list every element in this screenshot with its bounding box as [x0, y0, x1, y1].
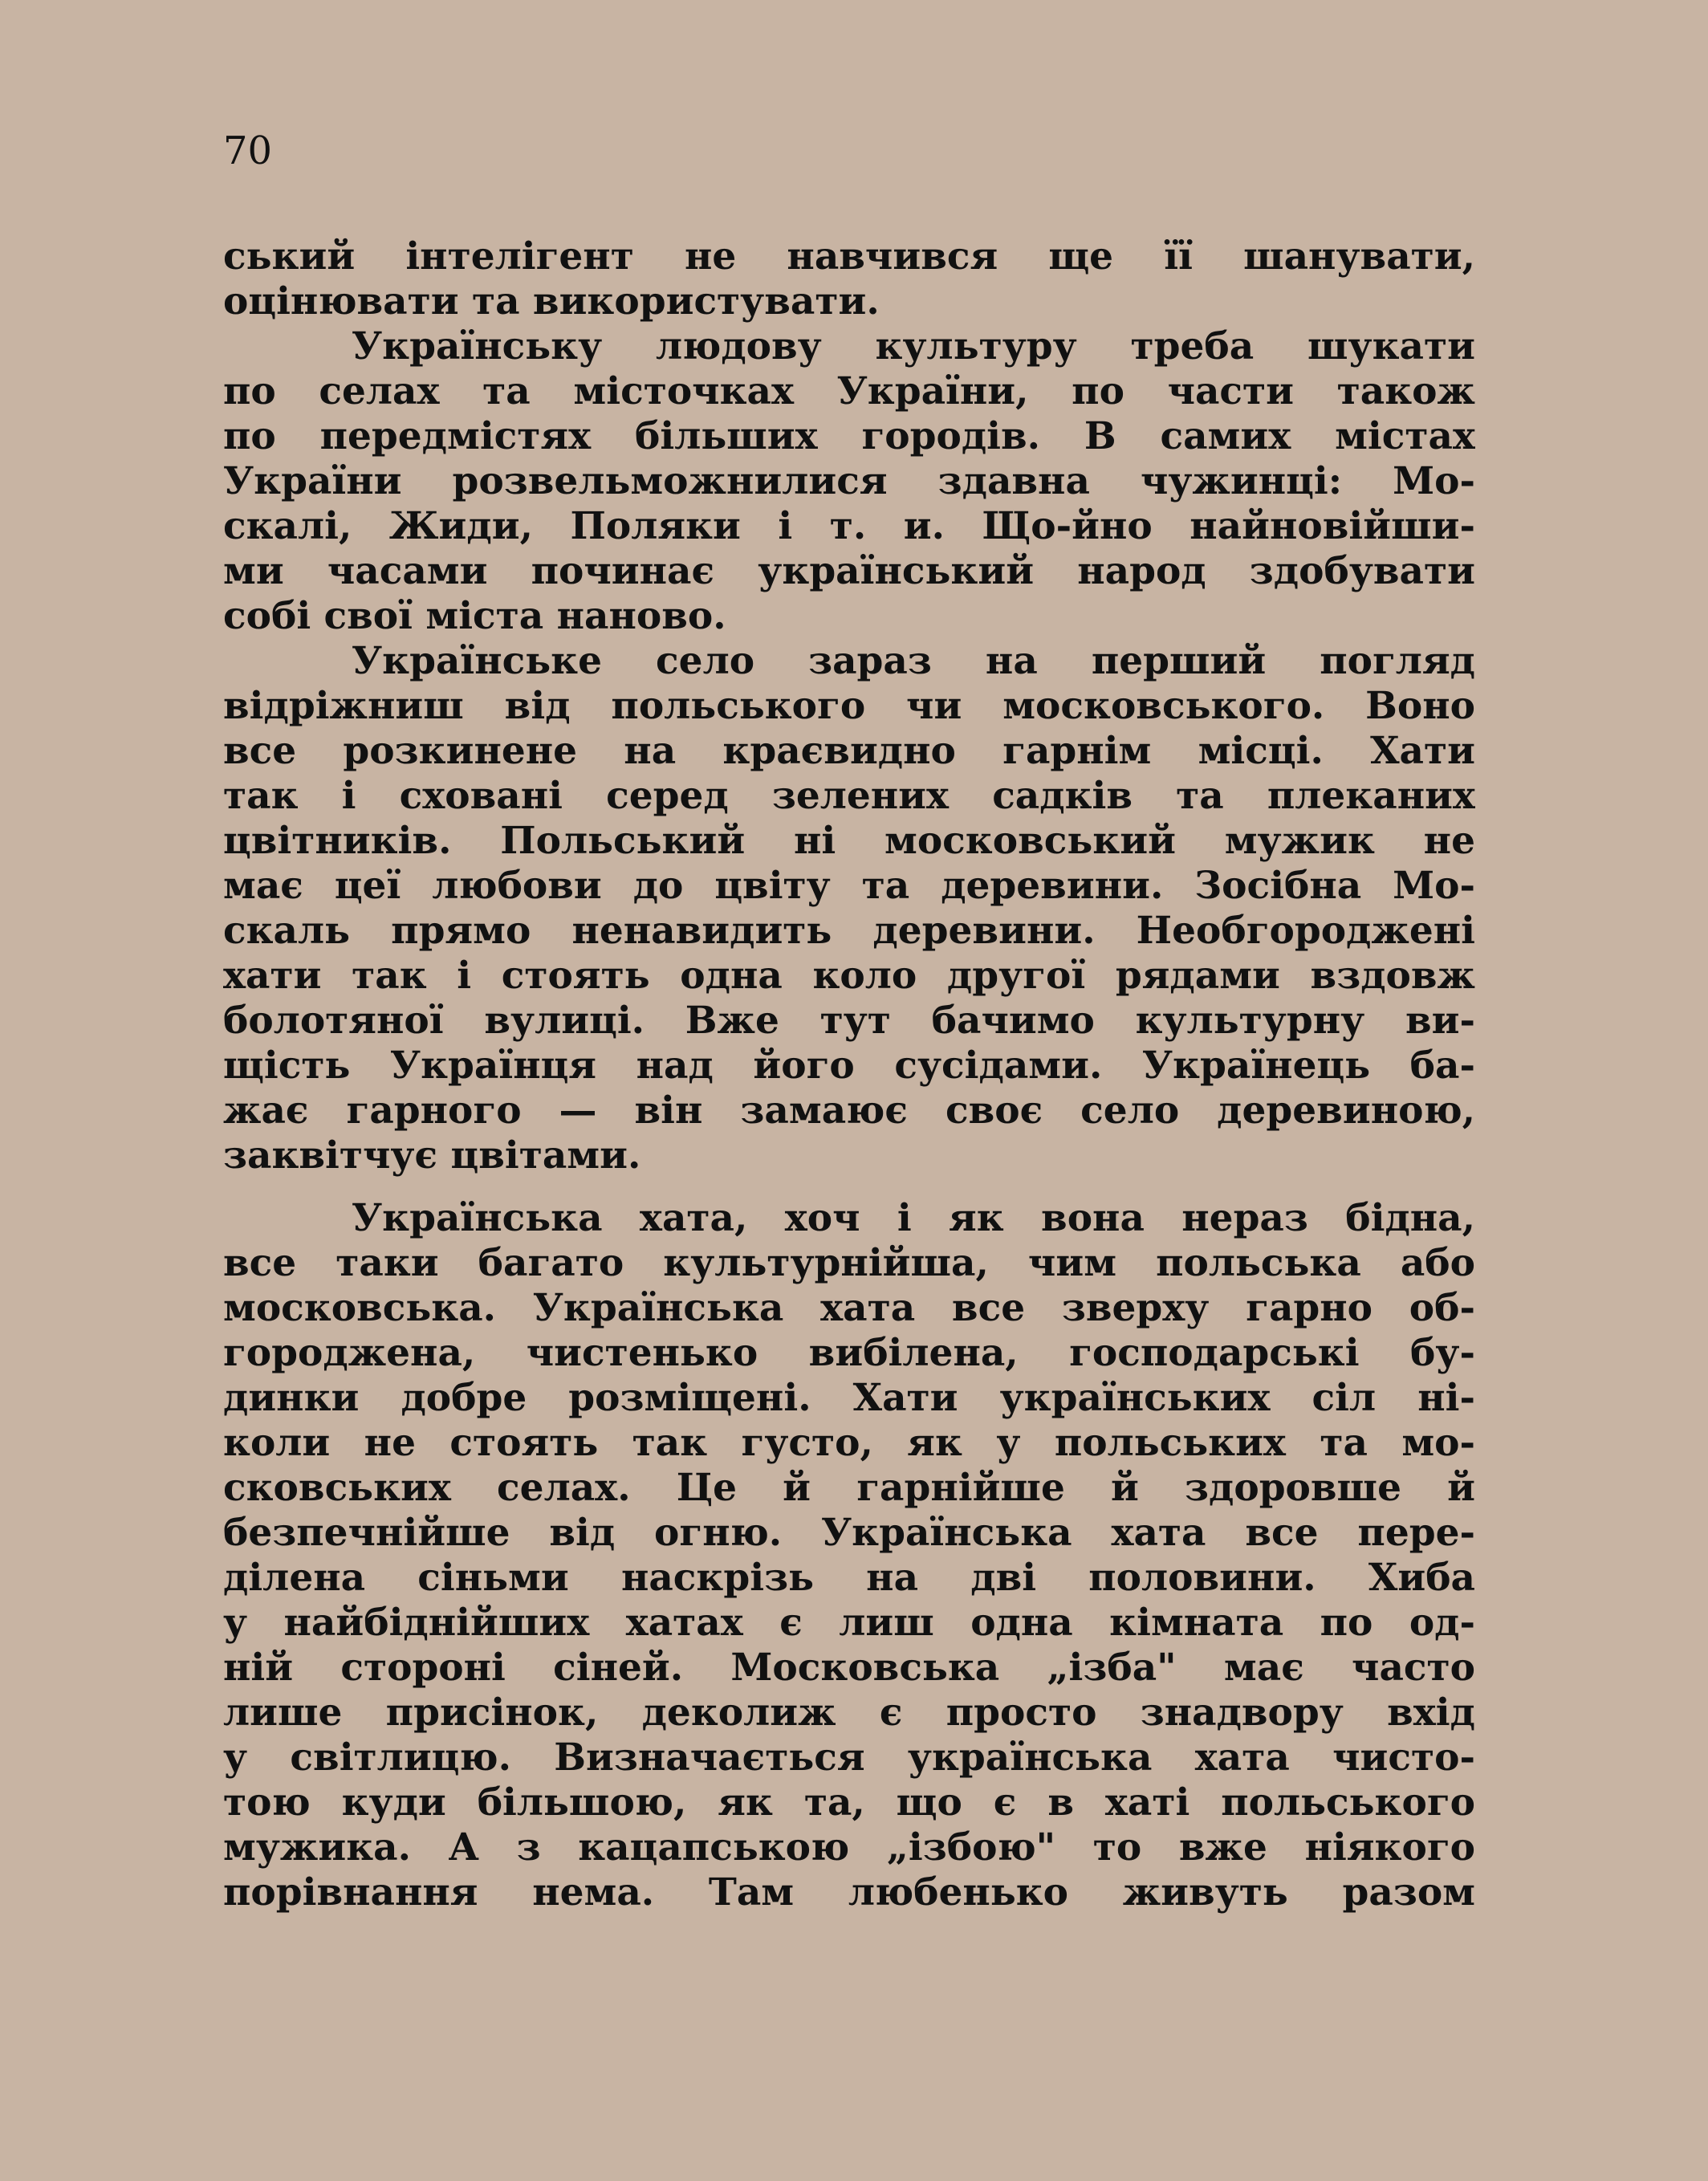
text-line: болотяної вулиці. Вже тут бачимо культурну ви-: [223, 999, 1475, 1043]
text-line: московська. Українська хата все зверху гарно об-: [223, 1286, 1475, 1330]
text-line: Українську людову культуру треба шукати: [352, 324, 1475, 368]
text-line: відріжниш від польського чи московського. Воно: [223, 684, 1475, 728]
body-text: [223, 234, 1475, 1915]
text-line: все розкинене на краєвидно гарнім місці. Хати: [223, 729, 1475, 773]
text-line: по передмістях більших городів. В самих містах: [223, 414, 1475, 458]
text-line: у світлицю. Визначається українська хата чисто-: [223, 1735, 1475, 1780]
text-line: порівнання нема. Там любенько живуть разом: [223, 1870, 1475, 1914]
text-line: городжена, чистенько вибілена, господарські бу-: [223, 1331, 1475, 1375]
text-line: мужика. А з кацапською „ізбою" то вже ніякого: [223, 1825, 1475, 1870]
text-line: має цеї любови до цвіту та деревини. Зосібна Мо-: [223, 864, 1475, 908]
text-line: ній стороні сіней. Московська „ізба" має часто: [223, 1646, 1475, 1690]
text-line: жає гарного — він замаює своє село деревиною,: [223, 1088, 1475, 1133]
text-line: динки добре розміщені. Хати українських сіл ні-: [223, 1376, 1475, 1420]
text-line: тою куди більшою, як та, що є в хаті польського: [223, 1780, 1475, 1825]
text-line: по селах та місточках України, по части також: [223, 369, 1475, 413]
text-line: цвітників. Польський ні московський мужик не: [223, 819, 1475, 863]
text-line: сковських селах. Це й гарнійше й здоровше й: [223, 1466, 1475, 1510]
paragraph-2: [223, 324, 1475, 639]
text-line: скалі, Жиди, Поляки і т. и. Що-йно найновійши-: [223, 504, 1475, 548]
text-line: хати так і стоять одна коло другої рядами вздовж: [223, 954, 1475, 998]
paragraph-spacer: [223, 1178, 1475, 1196]
text-line: оцінювати та використувати.: [223, 279, 880, 323]
text-line: ми часами починає український народ здобувати: [223, 549, 1475, 593]
text-line: Українське село зараз на перший погляд: [352, 639, 1475, 683]
text-line: скаль прямо ненавидить деревини. Необгороджені: [223, 909, 1475, 953]
text-line: заквітчує цвітами.: [223, 1133, 641, 1178]
text-line: все таки багато культурнійша, чим польська або: [223, 1241, 1475, 1285]
text-line: ський інтелігент не навчився ще її шанувати,: [223, 234, 1475, 279]
text-line: України розвельможнилися здавна чужинці: Мо-: [223, 459, 1475, 503]
text-line: собі свої міста наново.: [223, 594, 726, 638]
page-number: 70: [223, 128, 273, 173]
text-line: так і сховані серед зелених садків та плеканих: [223, 774, 1475, 818]
text-line: коли не стоять так густо, як у польських та мо-: [223, 1421, 1475, 1465]
paragraph-1: [223, 234, 1475, 324]
text-line: безпечнійше від огню. Українська хата все пере-: [223, 1511, 1475, 1555]
text-line: у найбіднійших хатах є лиш одна кімната по од-: [223, 1601, 1475, 1645]
paragraph-4: [223, 1196, 1475, 1915]
text-line: ділена сіньми наскрізь на дві половини. Хиба: [223, 1556, 1475, 1600]
text-line: щість Українця над його сусідами. Українець ба-: [223, 1044, 1475, 1088]
paragraph-3: [223, 639, 1475, 1178]
text-line: лише присінок, деколиж є просто знадвору вхід: [223, 1691, 1475, 1735]
text-line: Українська хата, хоч і як вона нераз бідна,: [352, 1196, 1475, 1240]
